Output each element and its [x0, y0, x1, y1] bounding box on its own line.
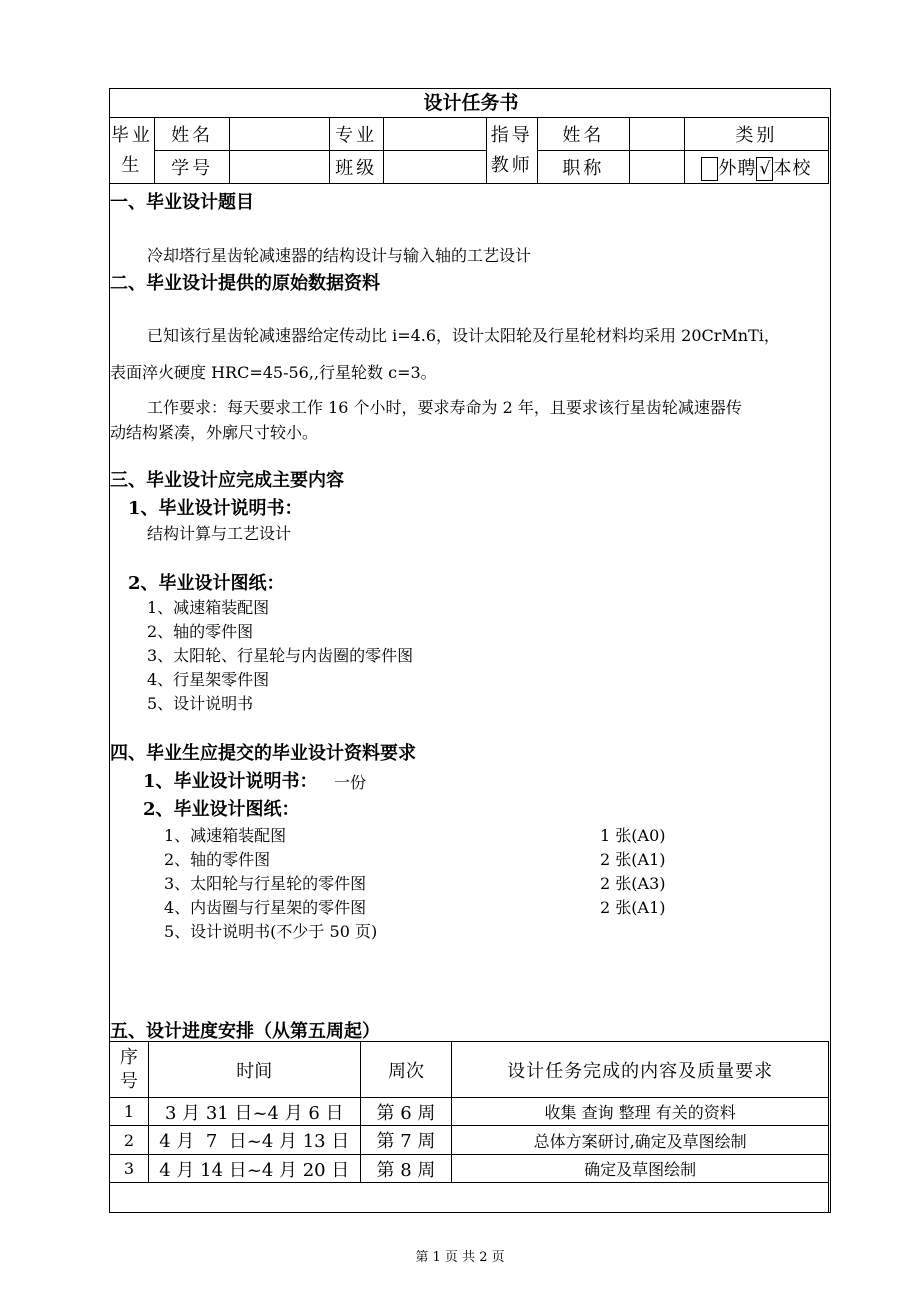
- section3-item: 2、轴的零件图: [147, 622, 254, 641]
- schedule-week: 第 7 周: [360, 1126, 452, 1155]
- schedule-table: [109, 1041, 829, 1212]
- section2-para1-line2: 表面淬火硬度 HRC=45-56,,行星轮数 c=3。: [110, 363, 437, 382]
- advisor-label: 指导 教师: [486, 118, 537, 184]
- table-row: [110, 1126, 829, 1155]
- advisor-title-field[interactable]: [630, 151, 685, 184]
- schedule-week: 第 8 周: [360, 1155, 452, 1183]
- schedule-header-seq: 序 号: [110, 1042, 149, 1098]
- deliverable-qty: 1 张(A0): [600, 826, 666, 845]
- section2-heading: 二、毕业设计提供的原始数据资料: [110, 273, 380, 294]
- deliverable-qty: 2 张(A1): [600, 898, 666, 917]
- page-footer: 第 1 页 共 2 页: [415, 1250, 505, 1265]
- schedule-content: 总体方案研讨,确定及草图绘制: [452, 1126, 829, 1155]
- section1-body: 冷却塔行星齿轮减速器的结构设计与输入轴的工艺设计: [147, 246, 532, 265]
- section4-heading: 四、毕业生应提交的毕业设计资料要求: [110, 743, 416, 764]
- schedule-time: 4 月 7 日~4 月 13 日: [148, 1126, 360, 1155]
- section2-para2-line1: 工作要求：每天要求工作 16 个小时，要求寿命为 2 年，且要求该行星齿轮减速器传: [147, 398, 742, 417]
- student-id-field[interactable]: [230, 151, 329, 184]
- internal-checkbox[interactable]: √: [756, 157, 773, 181]
- section4-sub1-value: 一份: [334, 773, 367, 792]
- schedule-seq: 1: [110, 1098, 149, 1126]
- advisor-name-field[interactable]: [630, 118, 685, 151]
- section3-item: 5、设计说明书: [147, 694, 254, 713]
- section1-heading: 一、毕业设计题目: [110, 192, 254, 213]
- table-row: [110, 1155, 829, 1183]
- advisor-title-label: 职称: [537, 151, 630, 184]
- section3-heading: 三、毕业设计应完成主要内容: [110, 470, 344, 491]
- info-table: [109, 117, 829, 184]
- section3-sub1-body: 结构计算与工艺设计: [147, 524, 292, 543]
- external-checkbox[interactable]: [701, 157, 718, 181]
- category-options: [684, 151, 828, 184]
- schedule-content: 确定及草图绘制: [452, 1155, 829, 1183]
- deliverable-item: 1、减速箱装配图: [164, 826, 287, 845]
- category-label: 类别: [684, 118, 828, 151]
- major-field[interactable]: [383, 118, 486, 151]
- section3-sub1: 1、毕业设计说明书：: [128, 498, 303, 519]
- deliverable-qty: 2 张(A1): [600, 850, 666, 869]
- external-label: 外聘: [718, 157, 757, 179]
- schedule-time: 4 月 14 日~4 月 20 日: [148, 1155, 360, 1183]
- task-document: [109, 88, 831, 1213]
- section2-para2-line2: 动结构紧凑，外廓尺寸较小。: [110, 423, 319, 442]
- student-label: 毕业 生: [110, 118, 155, 184]
- major-label: 专业: [329, 118, 383, 151]
- deliverable-qty: 2 张(A3): [600, 874, 666, 893]
- section3-sub2: 2、毕业设计图纸：: [128, 573, 285, 594]
- deliverable-item: 5、设计说明书(不少于 50 页): [164, 922, 378, 941]
- section3-item: 4、行星架零件图: [147, 670, 270, 689]
- table-row-empty: [110, 1183, 829, 1212]
- class-label: 班级: [329, 151, 383, 184]
- schedule-seq: 2: [110, 1126, 149, 1155]
- schedule-header-content: 设计任务完成的内容及质量要求: [452, 1042, 829, 1098]
- section3-item: 1、减速箱装配图: [147, 598, 270, 617]
- schedule-seq: 3: [110, 1155, 149, 1183]
- student-id-label: 学号: [154, 151, 230, 184]
- schedule-header-time: 时间: [148, 1042, 360, 1098]
- schedule-time: 3 月 31 日~4 月 6 日: [148, 1098, 360, 1126]
- advisor-name-label: 姓名: [537, 118, 630, 151]
- name-field[interactable]: [230, 118, 329, 151]
- schedule-content: 收集 查询 整理 有关的资料: [452, 1098, 829, 1126]
- section4-sub2: 2、毕业设计图纸：: [143, 799, 300, 820]
- table-row: [110, 1098, 829, 1126]
- section4-sub1: 1、毕业设计说明书：: [143, 771, 318, 792]
- document-title: 设计任务书: [423, 92, 519, 114]
- deliverable-item: 2、轴的零件图: [164, 850, 271, 869]
- section3-item: 3、太阳轮、行星轮与内齿圈的零件图: [147, 646, 414, 665]
- schedule-header-week: 周次: [360, 1042, 452, 1098]
- internal-label: 本校: [773, 157, 812, 179]
- deliverable-item: 4、内齿圈与行星架的零件图: [164, 898, 367, 917]
- class-field[interactable]: [383, 151, 486, 184]
- name-label: 姓名: [154, 118, 230, 151]
- schedule-week: 第 6 周: [360, 1098, 452, 1126]
- section2-para1-line1: 已知该行星齿轮减速器给定传动比 i=4.6，设计太阳轮及行星轮材料均采用 20CrMnTi，: [147, 326, 780, 345]
- schedule-empty-cell: [110, 1183, 829, 1212]
- section5-heading: 五、设计进度安排（从第五周起）: [110, 1021, 380, 1042]
- deliverable-item: 3、太阳轮与行星轮的零件图: [164, 874, 367, 893]
